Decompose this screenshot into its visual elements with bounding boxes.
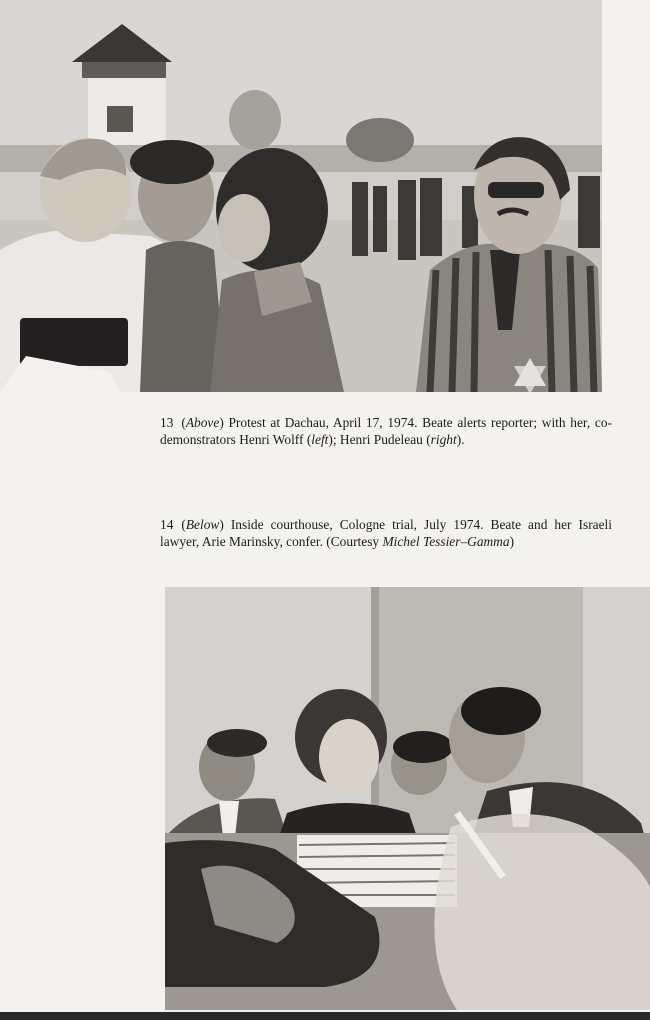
caption-position-word: Below [185,517,220,532]
caption-left-word: left [311,432,329,447]
caption-13: 13 (Above) Protest at Dachau, April 17, 1974. Beate alerts reporter; with her, co-demonstrators Henri Wolff (left); Henri Pudeleau (right). [160,415,612,447]
caption-position-word: Above [185,415,220,430]
caption-text: ) [509,534,515,549]
caption-text: Protest at Dachau, April 17, 1974. Beate alerts reporter; with her, co-demonstrators Henri Wolff [160,415,612,447]
caption-right-word: right [430,432,457,447]
caption-text: . [461,432,465,447]
photo-credit: Michel Tessier–Gamma [382,534,510,549]
caption-14: 14 (Below) Inside courthouse, Cologne trial, July 1974. Beate and her Israeli lawyer, Arie Marinsky, confer. (Courtesy Michel Tessier–Gamma) [160,517,612,549]
photo-dachau-protest [0,0,602,392]
caption-text: ; Henri Pudeleau [332,432,427,447]
caption-number: 14 [160,517,174,532]
caption-number: 13 [160,415,174,430]
caption-text: Inside courthouse, Cologne trial, July 1974. Beate and her Israeli lawyer, Arie Marinsky, confer. (Courtesy [160,517,612,549]
page-bottom-edge [0,1012,650,1020]
photo-cologne-courthouse [165,587,650,1010]
